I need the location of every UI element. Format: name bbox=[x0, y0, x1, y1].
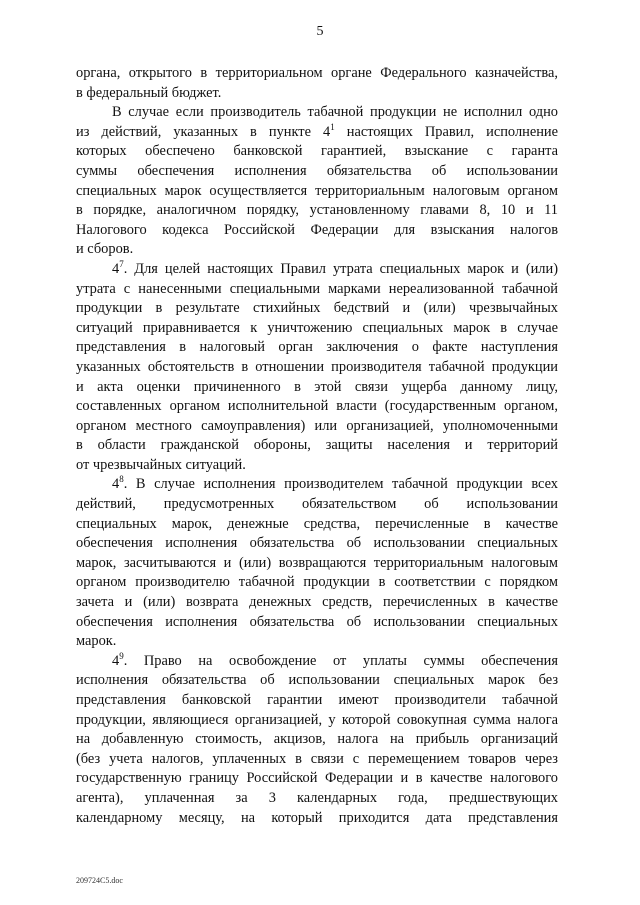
text-line bbox=[76, 103, 558, 123]
superscript-number: 9 bbox=[119, 650, 124, 661]
line-text: в области гражданской обороны, защиты населения и территорий bbox=[76, 437, 558, 454]
text-line bbox=[76, 338, 558, 358]
text-line bbox=[76, 613, 558, 633]
text-line bbox=[76, 691, 558, 711]
line-text: календарному месяцу, на который приходится дата представления bbox=[76, 809, 558, 826]
text-line bbox=[76, 397, 558, 417]
line-text: Налогового кодекса Российской Федерации для взыскания налогов bbox=[76, 221, 558, 238]
line-text: государственную границу Российской Федерации и в качестве налогового bbox=[76, 770, 558, 787]
text-line bbox=[76, 809, 558, 829]
line-text: в федеральный бюджет. bbox=[76, 84, 222, 101]
line-text: которых обеспечено банковской гарантией, взыскание с гаранта bbox=[76, 143, 558, 160]
line-text: 4 bbox=[112, 260, 120, 277]
line-text: обеспечения исполнения обязательства об использовании специальных bbox=[76, 613, 558, 630]
line-text: в порядке, аналогичном порядку, установленному главами 8, 10 и 11 bbox=[76, 202, 558, 219]
line-text: из действий, указанных в пункте 4 bbox=[76, 123, 331, 140]
superscript-number: 7 bbox=[119, 258, 124, 269]
text-line bbox=[76, 142, 558, 162]
line-text: продукции, являющиеся организацией, у которой совокупная сумма налога bbox=[76, 711, 558, 728]
line-text: суммы обеспечения исполнения обязательства об использовании bbox=[76, 162, 558, 179]
text-line bbox=[76, 182, 558, 202]
document-body bbox=[76, 64, 558, 828]
text-line bbox=[76, 534, 558, 554]
text-line bbox=[76, 671, 558, 691]
line-text: зачета и (или) возврата денежных средств, перечисленных в качестве bbox=[76, 594, 558, 611]
text-line bbox=[76, 319, 558, 339]
text-line bbox=[76, 789, 558, 809]
text-line bbox=[76, 378, 558, 398]
text-line bbox=[76, 652, 558, 672]
file-name-footer: 209724С5.doc bbox=[76, 876, 123, 885]
text-line bbox=[76, 769, 558, 789]
line-text: (без учета налогов, уплаченных в связи с перемещением товаров через bbox=[76, 750, 558, 767]
text-line bbox=[76, 750, 558, 770]
text-line bbox=[76, 64, 558, 84]
line-text: и акта оценки причиненного в этой связи ущерба данному лицу, bbox=[76, 378, 558, 395]
line-text: ситуаций приравнивается к уничтожению специальных марок в случае bbox=[76, 319, 558, 336]
text-line bbox=[76, 475, 558, 495]
line-text: исполнения обязательства об использовании специальных марок без bbox=[76, 672, 558, 689]
line-text: от чрезвычайных ситуаций. bbox=[76, 456, 246, 473]
line-text: утрата с нанесенными специальными марками нереализованной табачной bbox=[76, 280, 558, 297]
line-text: органа, открытого в территориальном органе Федерального казначейства, bbox=[76, 65, 558, 81]
page-number: 5 bbox=[316, 24, 324, 39]
text-line bbox=[76, 515, 558, 535]
line-text: продукции в результате стихийных бедствий и (или) чрезвычайных bbox=[76, 300, 558, 317]
text-line bbox=[76, 201, 558, 221]
superscript-number: 8 bbox=[119, 474, 124, 485]
text-line bbox=[76, 417, 558, 437]
text-line bbox=[76, 632, 558, 652]
text-line bbox=[76, 240, 558, 260]
line-text: представления в налоговый орган заключения о факте наступления bbox=[76, 339, 558, 356]
text-line bbox=[76, 299, 558, 319]
line-text-continued: . Право на освобождение от уплаты суммы обеспечения bbox=[123, 652, 558, 669]
line-text-continued: настоящих Правил, исполнение bbox=[334, 123, 558, 140]
text-line bbox=[76, 260, 558, 280]
superscript-number: 1 bbox=[330, 121, 335, 132]
line-text: и сборов. bbox=[76, 241, 134, 258]
line-text: 4 bbox=[112, 476, 120, 493]
text-line bbox=[76, 495, 558, 515]
line-text: специальных марок, денежные средства, перечисленные в качестве bbox=[76, 515, 558, 532]
text-line bbox=[76, 593, 558, 613]
text-line bbox=[76, 280, 558, 300]
text-line bbox=[76, 573, 558, 593]
line-text: представления банковской гарантии имеют производители табачной bbox=[76, 692, 558, 708]
line-text: составленных органом исполнительной власти (государственным органом, bbox=[76, 398, 558, 415]
line-text: марок. bbox=[76, 633, 117, 650]
line-text: органом производителю табачной продукции в соответствии с порядком bbox=[76, 574, 558, 591]
line-text: на добавленную стоимость, акцизов, налога на прибыль организаций bbox=[76, 731, 558, 748]
text-line bbox=[76, 554, 558, 574]
line-text: агента), уплаченная за 3 календарных года, предшествующих bbox=[76, 789, 558, 806]
text-line bbox=[76, 456, 558, 476]
line-text: В случае если производитель табачной продукции не исполнил одно bbox=[112, 104, 558, 121]
text-line bbox=[76, 84, 558, 104]
line-text: специальных марок осуществляется территориальным налоговым органом bbox=[76, 182, 558, 199]
line-text-continued: . Для целей настоящих Правил утрата специальных марок и (или) bbox=[123, 260, 558, 277]
line-text: указанных обстоятельств в отношении производителя табачной продукции bbox=[76, 358, 558, 375]
line-text: обеспечения исполнения обязательства об использовании специальных bbox=[76, 535, 558, 552]
text-line bbox=[76, 730, 558, 750]
text-line bbox=[76, 436, 558, 456]
text-line bbox=[76, 123, 558, 143]
text-line bbox=[76, 711, 558, 731]
line-text: марок, засчитываются и (или) возвращаются территориальным налоговым bbox=[76, 554, 558, 571]
line-text: органом местного самоуправления) или организацией, уполномоченными bbox=[76, 417, 558, 434]
text-line bbox=[76, 358, 558, 378]
line-text-continued: . В случае исполнения производителем табачной продукции всех bbox=[123, 476, 558, 493]
line-text: действий, предусмотренных обязательством об использовании bbox=[76, 496, 558, 513]
line-text: 4 bbox=[112, 652, 120, 669]
text-line bbox=[76, 162, 558, 182]
text-line bbox=[76, 221, 558, 241]
